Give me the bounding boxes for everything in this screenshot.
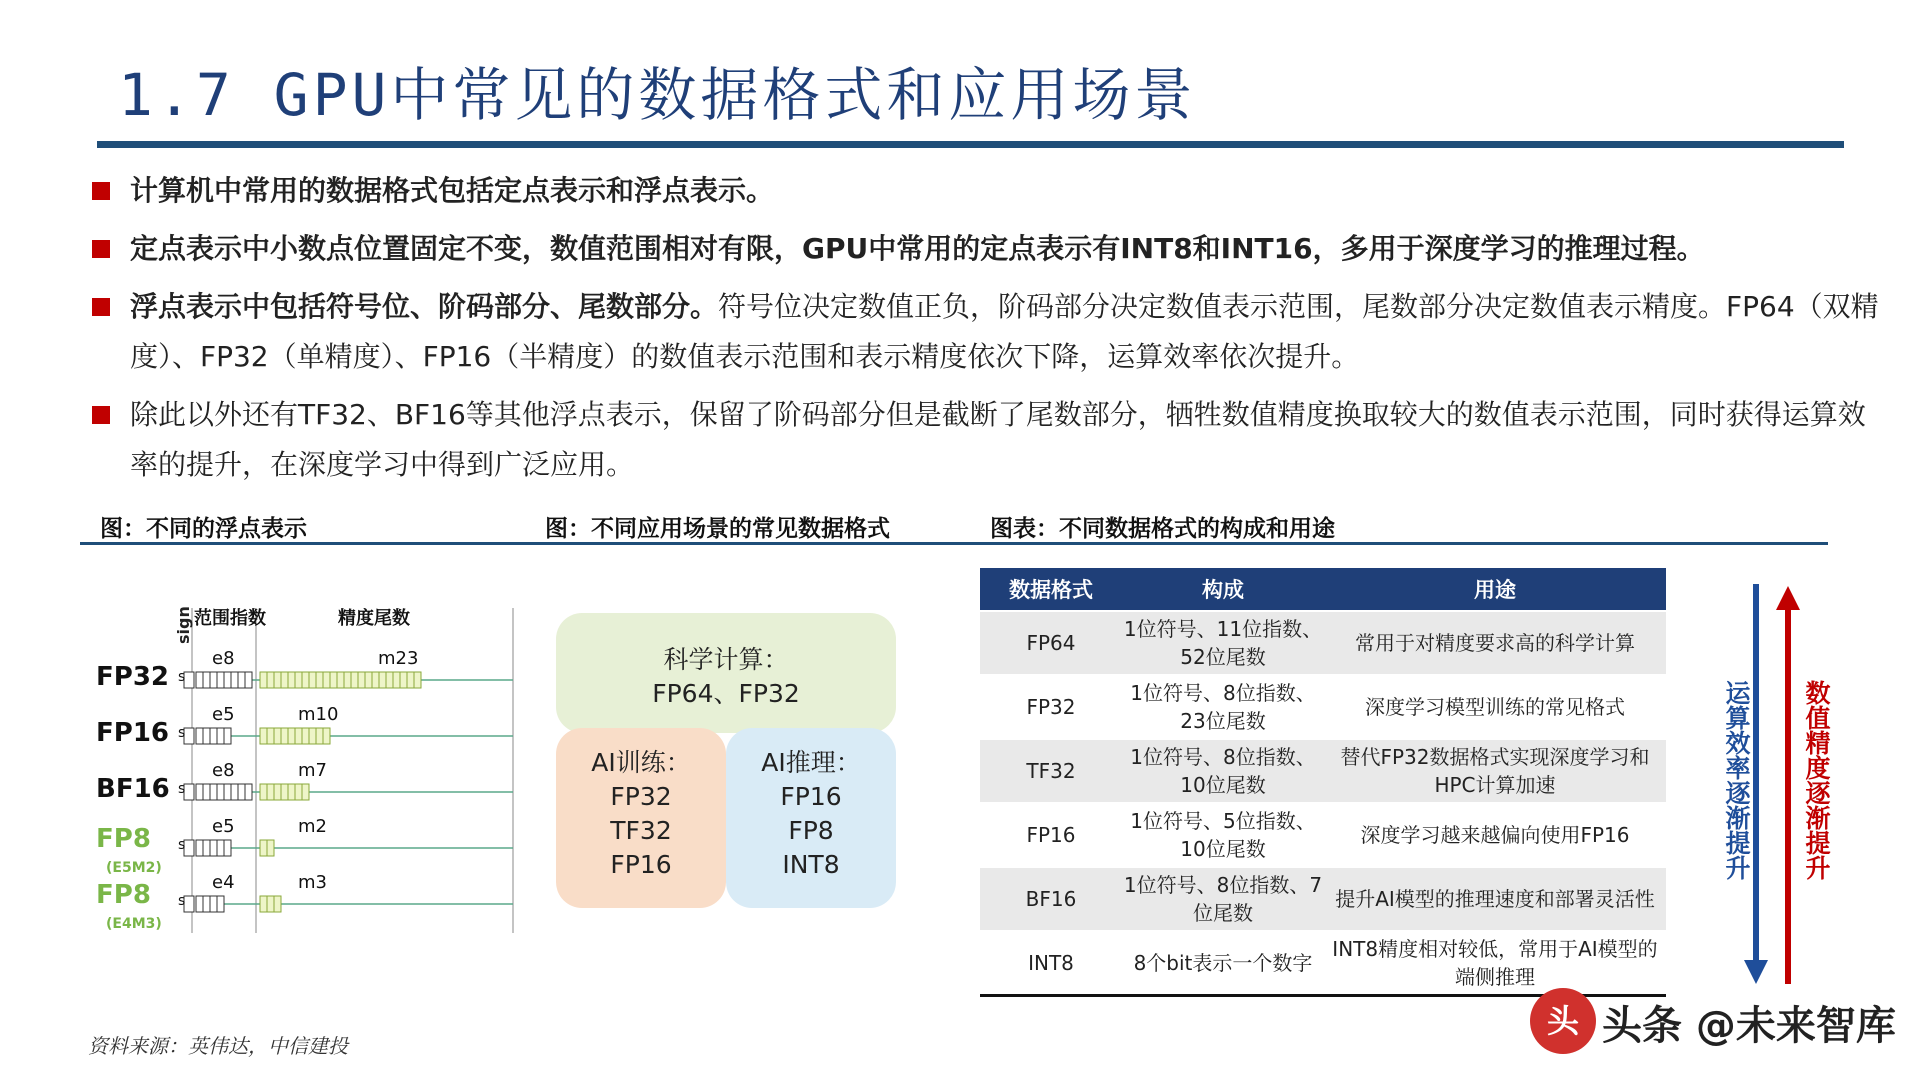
bullet-marker [92, 298, 110, 316]
table-header: 用途 [1324, 568, 1666, 611]
sign-char: s [178, 669, 186, 685]
format-subtitle: (E5M2) [106, 860, 162, 876]
mantissa-bit [344, 672, 351, 688]
mantissa-bit [295, 672, 302, 688]
bullet-item [88, 282, 1888, 382]
table-header: 构成 [1122, 568, 1324, 611]
mantissa-bit [288, 672, 295, 688]
format-row-bits [184, 728, 513, 744]
table-cell: INT8精度相对较低，常用于AI模型的端侧推理 [1324, 931, 1666, 996]
exponent-label: e8 [212, 760, 235, 781]
mantissa-bit [267, 672, 274, 688]
sign-char: s [178, 893, 186, 909]
watermark-text: 头条 @未来智库 [1602, 1003, 1896, 1049]
caption-divider [80, 542, 1828, 545]
mantissa-bit [400, 672, 407, 688]
bullet-text: 除此以外还有TF32、BF16等其他浮点表示，保留了阶码部分但是截断了尾数部分，牺牲数值精度换取较大的数值表示范围，同时获得运算效率的提升，在深度学习中得到广泛应用。 [130, 398, 1866, 481]
format-name: FP8 [96, 880, 151, 910]
bullet-marker [92, 182, 110, 200]
exponent-bit [238, 784, 245, 800]
bullet-text: 符号位决定数值正负，阶码部分决定数值表示范围，尾数部分决定数值表示精度。FP64（双精度）、FP32（单精度）、FP16（半精度）的数值表示范围和表示精度依次下降，运算效率依次提升。 [130, 290, 1879, 373]
mantissa-bit [309, 728, 316, 744]
table-cell: 1位符号、8位指数、7位尾数 [1122, 867, 1324, 931]
mantissa-bit [267, 840, 274, 856]
scenario-ai-inference [726, 728, 896, 908]
mantissa-bit [407, 672, 414, 688]
trend-arrows [1740, 580, 1860, 990]
format-row-bits [184, 672, 513, 688]
exponent-bit [203, 784, 210, 800]
arrow-up-icon [1776, 586, 1800, 984]
mantissa-bit [386, 672, 393, 688]
exponent-bit [217, 784, 224, 800]
table-header-row [980, 568, 1666, 611]
caption-scenarios: 图：不同应用场景的常见数据格式 [545, 516, 890, 542]
table-cell: 8个bit表示一个数字 [1122, 931, 1324, 996]
bullet-marker [92, 240, 110, 258]
sign-bit [184, 784, 194, 800]
sign-char: s [178, 837, 186, 853]
mantissa-bit [309, 672, 316, 688]
mantissa-bit [316, 728, 323, 744]
mantissa-bit [260, 784, 267, 800]
sign-char: s [178, 781, 186, 797]
exponent-bit [217, 840, 224, 856]
mantissa-bit [260, 840, 267, 856]
table-cell: 1位符号、11位指数、52位尾数 [1122, 611, 1324, 675]
mantissa-bit [414, 672, 421, 688]
mantissa-bit [351, 672, 358, 688]
mantissa-bit [365, 672, 372, 688]
table-cell: 1位符号、8位指数、10位尾数 [1122, 739, 1324, 803]
bullet-bold-text: 浮点表示中包括符号位、阶码部分、尾数部分。 [130, 290, 719, 323]
table-cell: 1位符号、8位指数、23位尾数 [1122, 675, 1324, 739]
mantissa-bit [274, 728, 281, 744]
mantissa-bit [358, 672, 365, 688]
table-cell: FP32 [980, 675, 1122, 739]
mantissa-bit [260, 672, 267, 688]
exponent-bit [210, 672, 217, 688]
sign-bit [184, 672, 194, 688]
mantissa-bit [323, 672, 330, 688]
exponent-label: e4 [212, 872, 235, 893]
watermark [1530, 988, 1900, 1056]
exponent-bit [224, 728, 231, 744]
format-name: FP8 [96, 824, 151, 854]
exponent-bit [196, 896, 203, 912]
mantissa-bit [393, 672, 400, 688]
sign-header: sign [174, 606, 193, 644]
bullet-item [88, 224, 1888, 274]
exponent-bit [224, 672, 231, 688]
scenario-format: FP8 [788, 816, 834, 845]
mantissa-label: m23 [378, 648, 419, 669]
exponent-bit [196, 672, 203, 688]
format-name: FP16 [96, 718, 169, 748]
mantissa-bit [295, 728, 302, 744]
mantissa-bit [372, 672, 379, 688]
title-divider [97, 141, 1844, 148]
table-cell: FP16 [980, 803, 1122, 867]
exponent-bit [210, 840, 217, 856]
exponent-header: 范围指数 [194, 608, 266, 629]
scenario-format: FP32 [610, 782, 672, 811]
sign-bit [184, 840, 194, 856]
format-table [980, 568, 1666, 997]
scenario-title: 科学计算： [663, 645, 789, 674]
mantissa-label: m3 [298, 872, 327, 893]
table-row [980, 803, 1666, 867]
exponent-label: e5 [212, 704, 235, 725]
table-row [980, 931, 1666, 996]
mantissa-bit [302, 728, 309, 744]
caption-float-formats: 图：不同的浮点表示 [100, 516, 307, 542]
exponent-bit [203, 672, 210, 688]
scenario-science [556, 613, 896, 733]
table-row [980, 739, 1666, 803]
table-header: 数据格式 [980, 568, 1122, 611]
mantissa-bit [295, 784, 302, 800]
mantissa-bit [323, 728, 330, 744]
mantissa-bit [379, 672, 386, 688]
table-cell: BF16 [980, 867, 1122, 931]
mantissa-bit [274, 672, 281, 688]
mantissa-bit [302, 672, 309, 688]
exponent-bit [196, 784, 203, 800]
scenario-format: INT8 [782, 850, 840, 879]
scenario-title: AI推理： [761, 748, 861, 777]
scenario-ai-training [556, 728, 726, 908]
exponent-bit [217, 896, 224, 912]
table-cell: 深度学习越来越偏向使用FP16 [1324, 803, 1666, 867]
bullet-bold-text: 定点表示中小数点位置固定不变，数值范围相对有限，GPU中常用的定点表示有INT8和INT16，多用于深度学习的推理过程。 [130, 232, 1705, 265]
format-name: FP32 [96, 662, 169, 692]
exponent-bit [238, 672, 245, 688]
exponent-bit [196, 728, 203, 744]
table-cell: 1位符号、5位指数、10位尾数 [1122, 803, 1324, 867]
table-cell: FP64 [980, 611, 1122, 675]
exponent-label: e5 [212, 816, 235, 837]
mantissa-bit [316, 672, 323, 688]
table-cell: 常用于对精度要求高的科学计算 [1324, 611, 1666, 675]
sign-bit [184, 728, 194, 744]
caption-table: 图表：不同数据格式的构成和用途 [990, 516, 1335, 542]
scenario-title: AI训练： [591, 748, 691, 777]
exponent-bit [203, 840, 210, 856]
bullet-marker [92, 406, 110, 424]
efficiency-label: 运算效率逐渐提升 [1722, 680, 1751, 880]
table-row [980, 611, 1666, 675]
scenario-format: FP16 [610, 850, 672, 879]
page-title: 1.7 GPU中常见的数据格式和应用场景 [118, 61, 1197, 129]
mantissa-bit [330, 672, 337, 688]
format-row-bits [184, 840, 513, 856]
exponent-bit [224, 784, 231, 800]
exponent-bit [210, 728, 217, 744]
table-row [980, 675, 1666, 739]
table-row [980, 867, 1666, 931]
format-subtitle: (E4M3) [106, 916, 162, 932]
bullet-bold-text: 计算机中常用的数据格式包括定点表示和浮点表示。 [130, 174, 775, 207]
format-row-bits [184, 784, 513, 800]
mantissa-bit [281, 784, 288, 800]
exponent-bit [210, 896, 217, 912]
exponent-bit [245, 784, 252, 800]
exponent-bit [203, 896, 210, 912]
mantissa-bit [288, 784, 295, 800]
bullet-item [88, 390, 1888, 490]
format-row-bits [184, 896, 513, 912]
sign-bit [184, 896, 194, 912]
table-cell: INT8 [980, 931, 1122, 996]
watermark-logo: 头 [1530, 988, 1596, 1054]
mantissa-bit [274, 896, 281, 912]
exponent-bit [196, 840, 203, 856]
mantissa-bit [302, 784, 309, 800]
scenario-format: FP16 [780, 782, 842, 811]
bullet-item [88, 166, 1888, 216]
mantissa-label: m10 [298, 704, 339, 725]
mantissa-bit [281, 672, 288, 688]
table-cell: 深度学习模型训练的常见格式 [1324, 675, 1666, 739]
mantissa-header: 精度尾数 [338, 608, 410, 629]
mantissa-label: m2 [298, 816, 327, 837]
exponent-bit [224, 840, 231, 856]
source-note: 资料来源：英伟达，中信建投 [88, 1034, 348, 1058]
exponent-bit [217, 728, 224, 744]
exponent-bit [245, 672, 252, 688]
mantissa-label: m7 [298, 760, 327, 781]
precision-label: 数值精度逐渐提升 [1802, 680, 1831, 880]
exponent-label: e8 [212, 648, 235, 669]
table-cell: 提升AI模型的推理速度和部署灵活性 [1324, 867, 1666, 931]
scenario-format: TF32 [610, 816, 672, 845]
exponent-bit [231, 672, 238, 688]
mantissa-bit [267, 728, 274, 744]
mantissa-bit [260, 896, 267, 912]
exponent-bit [203, 728, 210, 744]
table-cell: 替代FP32数据格式实现深度学习和HPC计算加速 [1324, 739, 1666, 803]
format-name: BF16 [96, 774, 170, 804]
mantissa-bit [337, 672, 344, 688]
table-cell: TF32 [980, 739, 1122, 803]
mantissa-bit [260, 728, 267, 744]
scenario-formats: FP64、FP32 [652, 679, 800, 708]
mantissa-bit [274, 784, 281, 800]
sign-char: s [178, 725, 186, 741]
bullet-list [88, 166, 1888, 498]
mantissa-bit [267, 784, 274, 800]
exponent-bit [210, 784, 217, 800]
mantissa-bit [281, 728, 288, 744]
mantissa-bit [288, 728, 295, 744]
exponent-bit [217, 672, 224, 688]
float-format-figure [88, 598, 528, 938]
mantissa-bit [267, 896, 274, 912]
exponent-bit [231, 784, 238, 800]
